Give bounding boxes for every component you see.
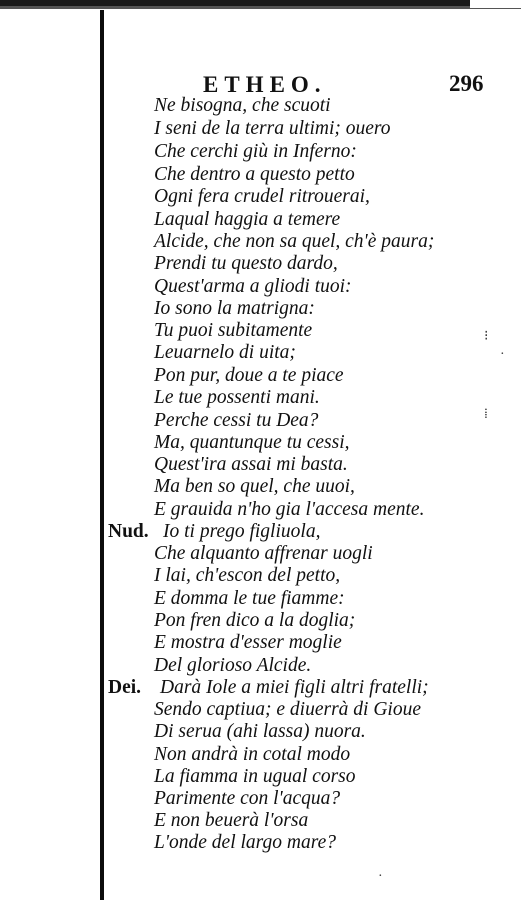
speaker-label-dei: Dei. — [108, 677, 142, 698]
book-spine-shadow — [100, 10, 104, 900]
verse-line: Darà Iole a miei figli altri fratelli; — [160, 677, 429, 698]
verse-line: Che cerchi giù in Inferno: — [154, 141, 357, 162]
verse-line: I lai, ch'escon del petto, — [154, 565, 341, 586]
verse-line: Ne bisogna, che scuoti — [154, 95, 331, 116]
verse-line: Prendi tu questo dardo, — [154, 253, 338, 274]
verse-line: Leuarnelo di uita; — [154, 342, 296, 363]
verse-line: Ma, quantunque tu cessi, — [154, 432, 350, 453]
verse-line: I seni de la terra ultimi; ouero — [154, 118, 391, 139]
verse-line: Io sono la matrigna: — [154, 298, 315, 319]
verse-line: Le tue possenti mani. — [154, 387, 320, 408]
ink-speck: · — [500, 347, 505, 362]
verse-line: E domma le tue fiamme: — [154, 588, 345, 609]
verse-line: E non beuerà l'orsa — [154, 810, 309, 831]
verse-line: Di serua (ahi lassa) nuora. — [154, 721, 366, 742]
verse-line: Pon pur, doue a te piace — [154, 365, 344, 386]
verse-line: Io ti prego figliuola, — [163, 521, 321, 542]
verse-line: E grauida n'ho gia l'accesa mente. — [154, 499, 425, 520]
verse-line: Quest'arma a gliodi tuoi: — [154, 276, 352, 297]
verse-line: Non andrà in cotal modo — [154, 744, 351, 765]
verse-line: L'onde del largo mare? — [154, 832, 337, 853]
ink-speck: · — [378, 869, 383, 884]
verse-line: E mostra d'esser moglie — [154, 632, 342, 653]
verse-line: Parimente con l'acqua? — [154, 788, 341, 809]
verse-line: Quest'ira assai mi basta. — [154, 454, 348, 475]
page-top-edge-gap — [470, 0, 521, 8]
page-top-edge — [0, 0, 521, 14]
speaker-label-nud: Nud. — [108, 521, 149, 542]
verse-line: Pon fren dico a la doglia; — [154, 610, 356, 631]
verse-line: Laqual haggia a temere — [154, 209, 341, 230]
verse-line: La fiamma in ugual corso — [154, 766, 356, 787]
verse-line: Ogni fera crudel ritrouerai, — [154, 186, 370, 207]
verse-line: Tu puoi subitamente — [154, 320, 313, 341]
ink-speck: ⁝ — [484, 329, 489, 344]
verse-line: Del glorioso Alcide. — [154, 655, 312, 676]
page-number: 296 — [449, 71, 484, 96]
verse-line: Che dentro a questo petto — [154, 164, 355, 185]
verse-line: Perche cessi tu Dea? — [154, 410, 319, 431]
ink-speck: ⁞ — [484, 407, 488, 422]
verse-line: Sendo captiua; e diuerrà di Gioue — [154, 699, 421, 720]
verse-line: Alcide, che non sa quel, ch'è paura; — [154, 231, 435, 252]
verse-line: Che alquanto affrenar uogli — [154, 543, 373, 564]
running-title: ETHEO. — [203, 72, 327, 97]
verse-line: Ma ben so quel, che uuoi, — [154, 476, 355, 497]
